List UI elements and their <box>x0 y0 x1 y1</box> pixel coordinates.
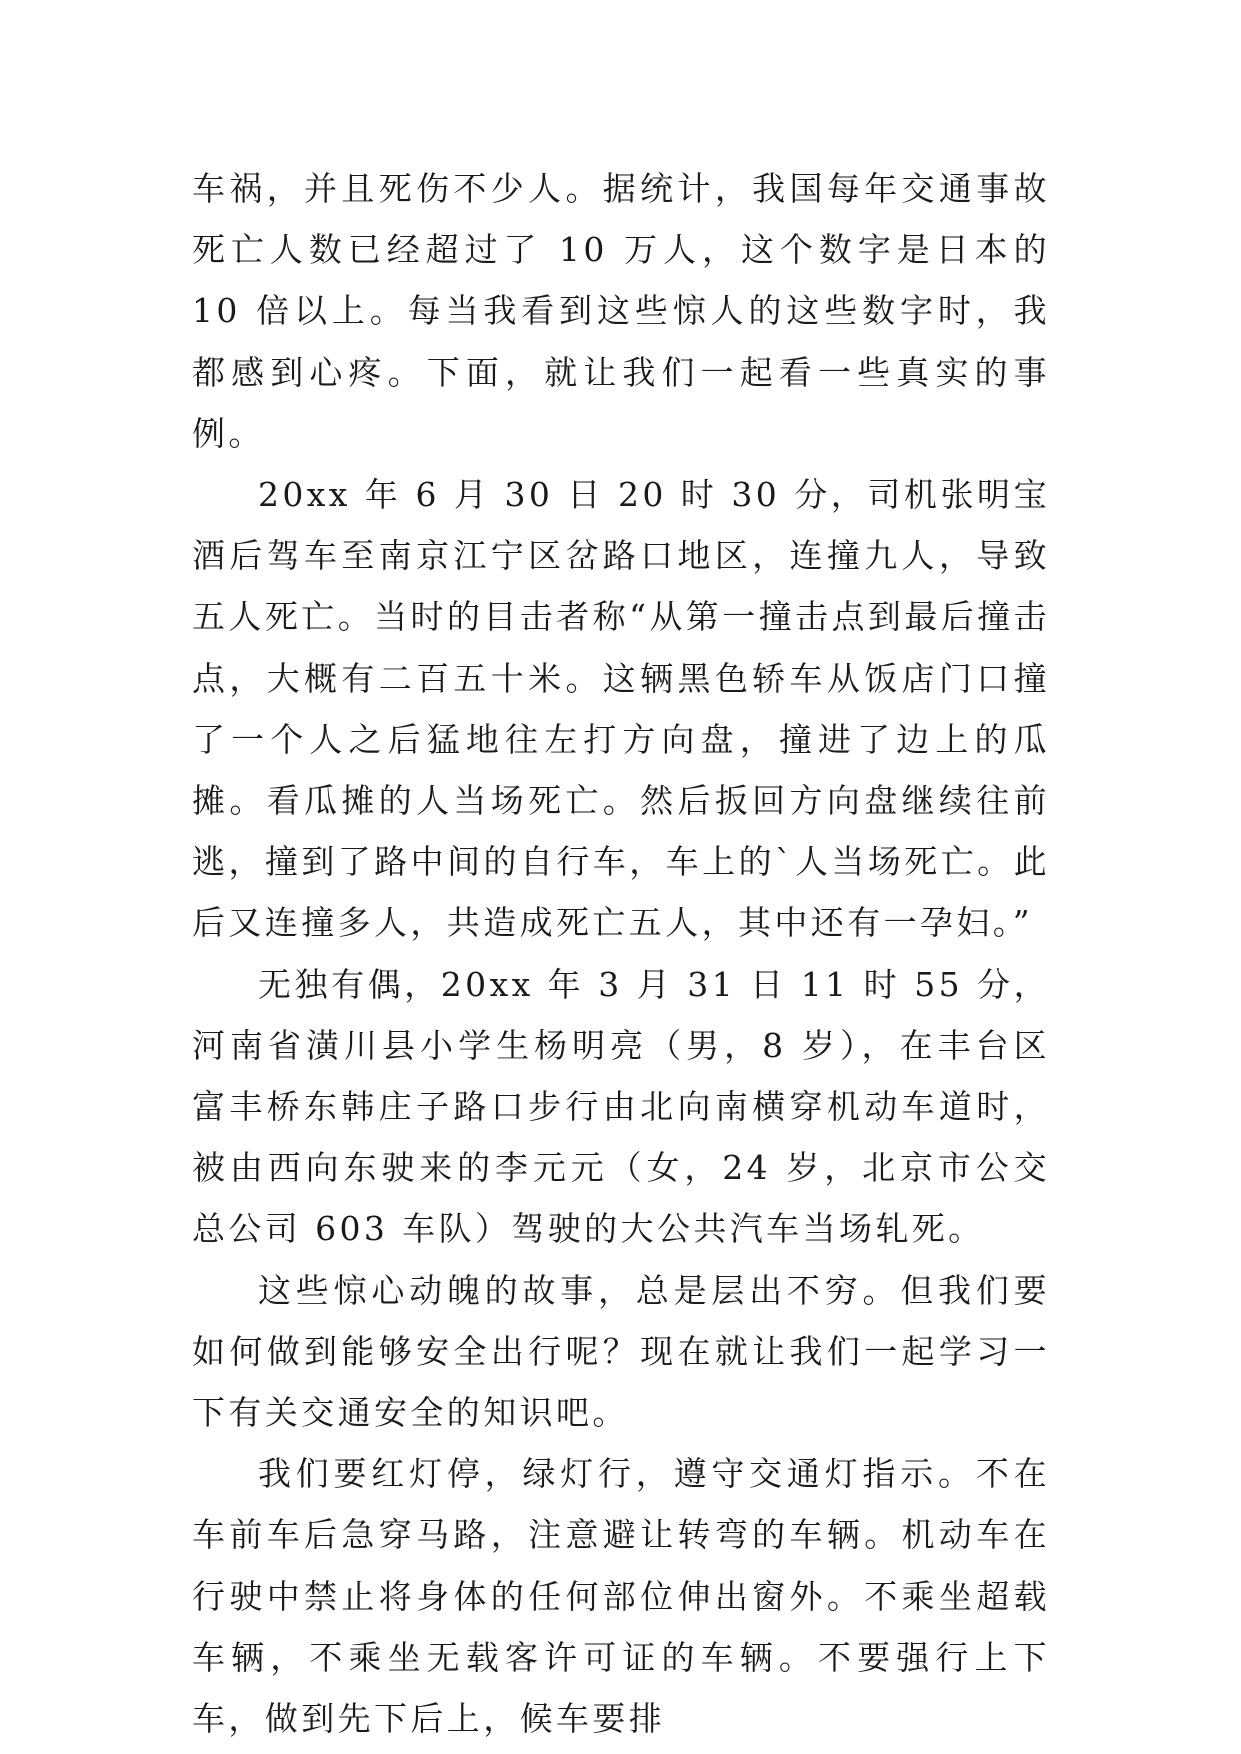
paragraph-beijing-accident: 无独有偶，20xx 年 3 月 31 日 11 时 55 分，河南省潢川县小学生杨明亮（男，8 岁），在丰台区富丰桥东韩庄子路口步行由北向南横穿机动车道时，被由西向东驶来的李元元（女，24 岁，北京市公交总公司 603 车队）驾驶的大公共汽车当场轧死。 <box>192 964 1050 1249</box>
paragraph-safety-rules: 我们要红灯停，绿灯行，遵守交通灯指示。不在车前车后急穿马路，注意避让转弯的车辆。机动车在行驶中禁止将身体的任何部位伸出窗外。不乘坐超载车辆，不乘坐无载客许可证的车辆。不要强行上下车，做到先下后上，候车要排 <box>192 1454 1050 1739</box>
document-body <box>192 158 1050 1749</box>
paragraph-nanjing-accident: 20xx 年 6 月 30 日 20 时 30 分，司机张明宝酒后驾车至南京江宁区岔路口地区，连撞九人，导致五人死亡。当时的目击者称“从第一撞击点到最后撞击点，大概有二百五十米。这辆黑色轿车从饭店门口撞了一个人之后猛地往左打方向盘，撞进了边上的瓜摊。看瓜摊的人当场死亡。然后扳回方向盘继续往前逃，撞到了路中间的自行车，车上的`人当场死亡。此后又连撞多人，共造成死亡五人，其中还有一孕妇。” <box>192 475 1050 943</box>
paragraph-continuation: 车祸，并且死伤不少人。据统计，我国每年交通事故死亡人数已经超过了 10 万人，这个数字是日本的 10 倍以上。每当我看到这些惊人的这些数字时，我都感到心疼。下面，就让我们一起看一些真实的事例。 <box>192 169 1050 453</box>
paragraph-safety-question: 这些惊心动魄的故事，总是层出不穷。但我们要如何做到能够安全出行呢？现在就让我们一起学习一下有关交通安全的知识吧。 <box>192 1270 1050 1433</box>
